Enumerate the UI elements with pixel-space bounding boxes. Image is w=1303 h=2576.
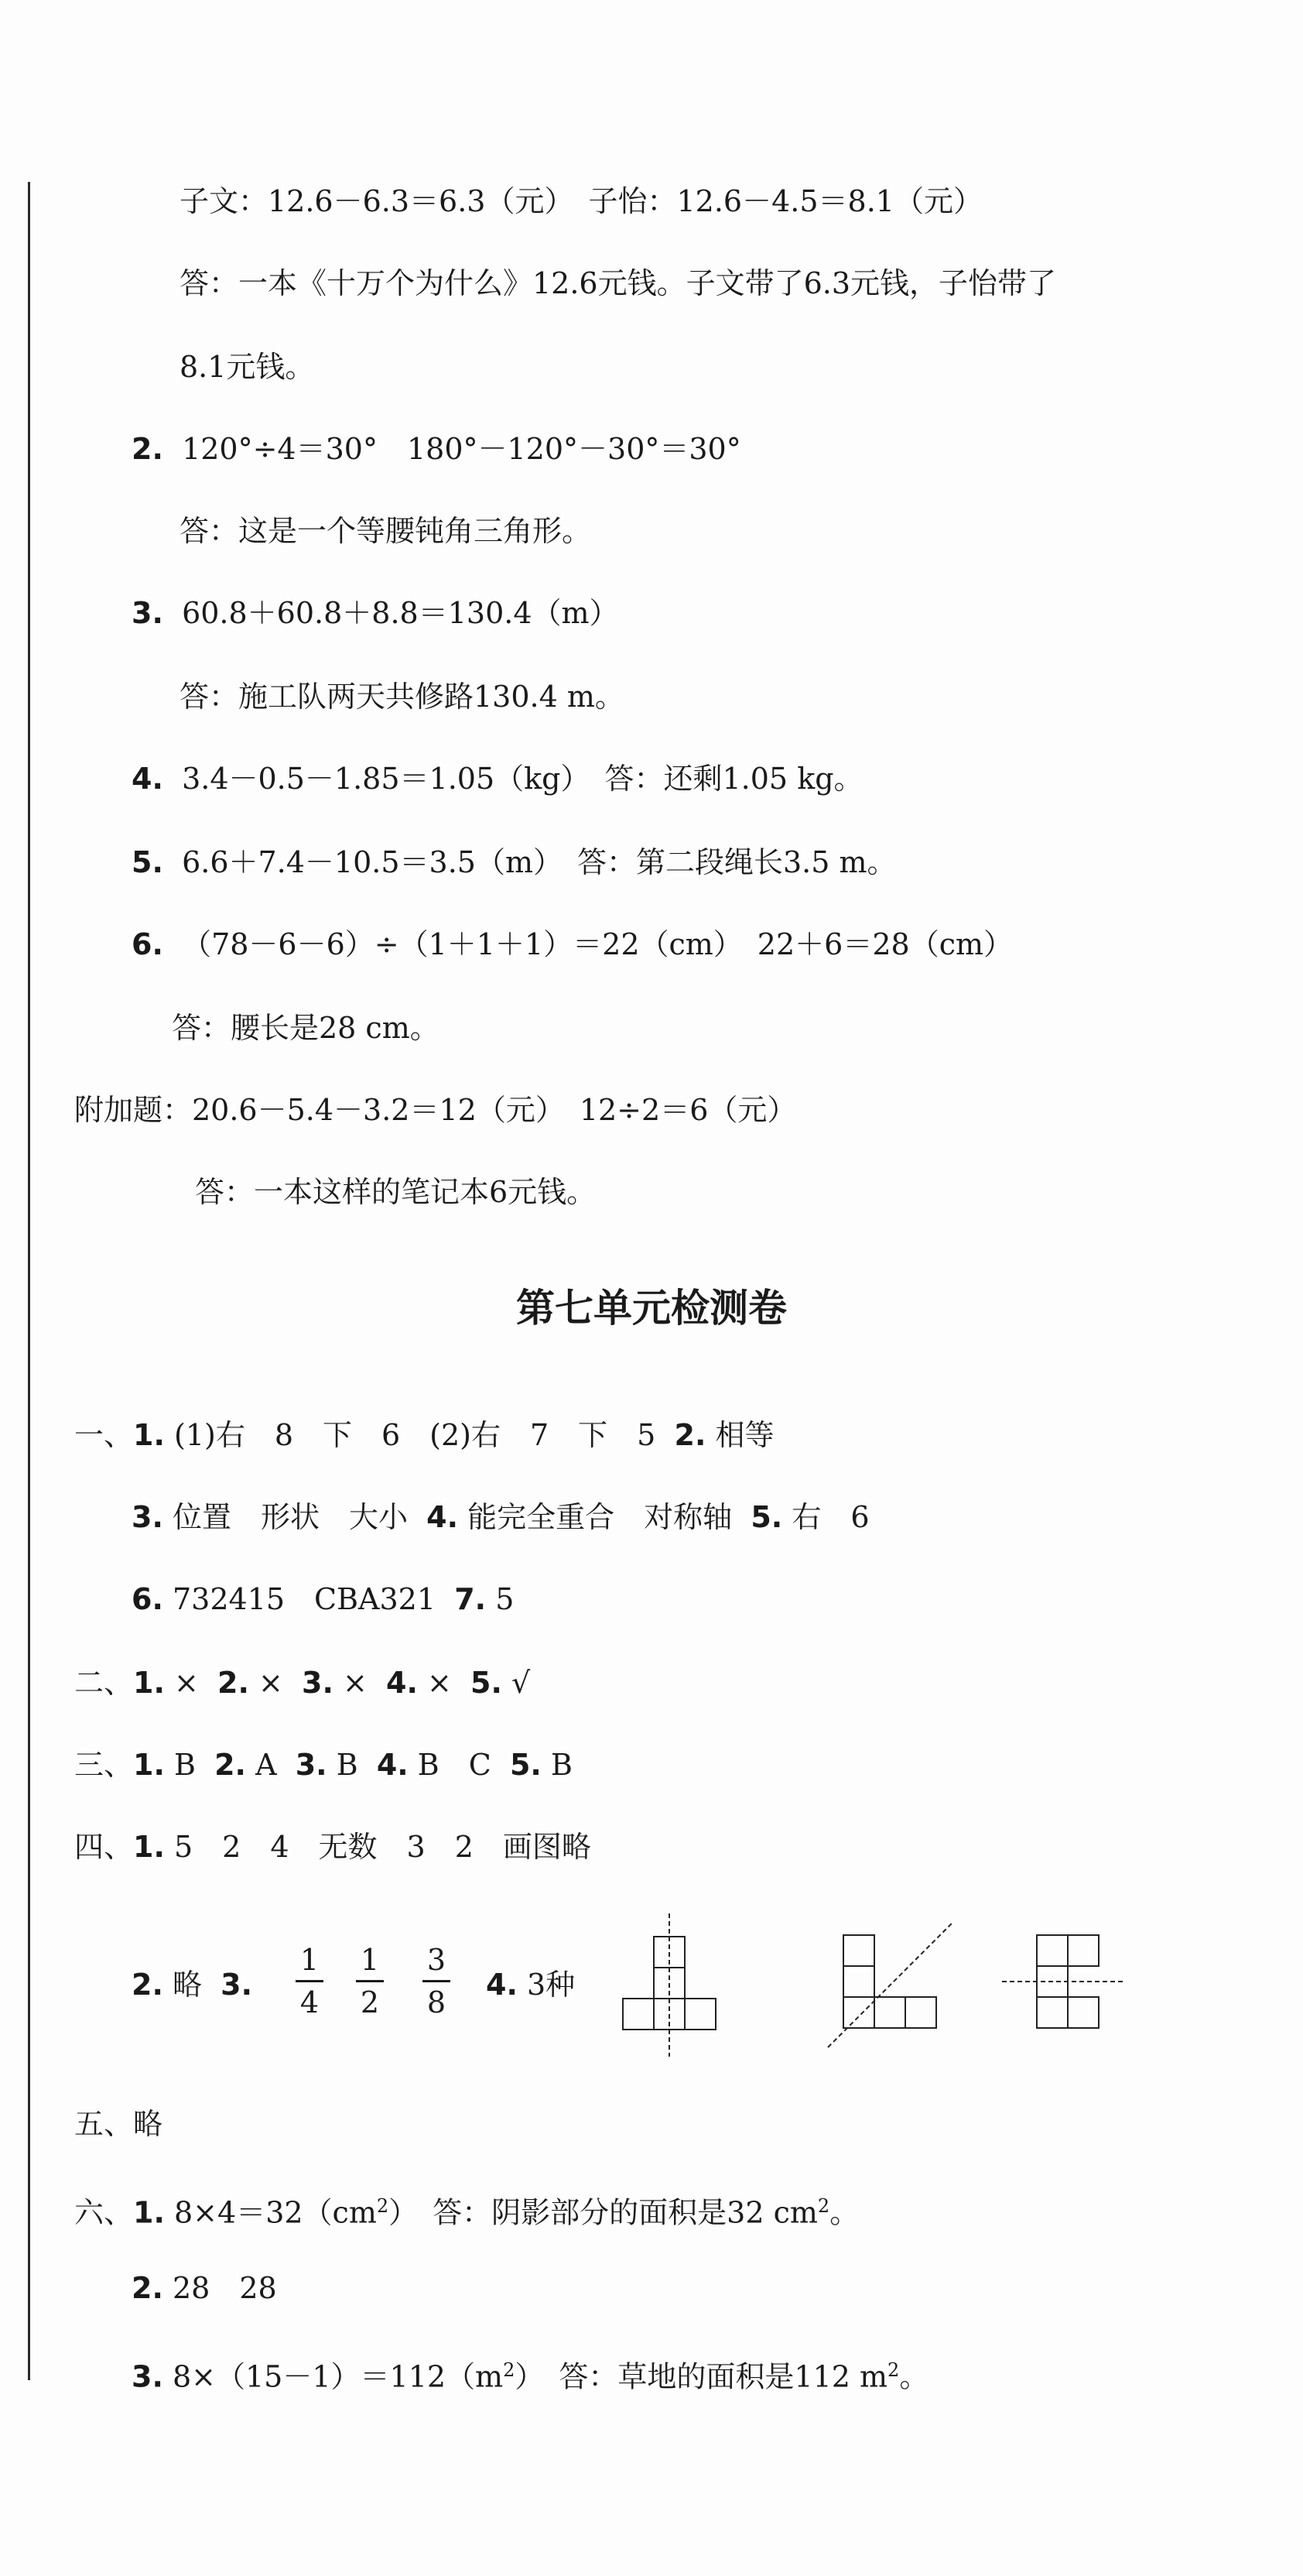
item-number: 2. (217, 1666, 249, 1700)
section-4-item-4 (486, 1966, 575, 2003)
section-6-line-2 (132, 2269, 277, 2307)
question-number: 4. (132, 762, 163, 796)
item-number: 4. (386, 1666, 418, 1700)
fraction-denominator: 4 (299, 1985, 320, 2019)
item-answer: B (336, 1748, 358, 1782)
answer-line-2: 答：一本《十万个为什么》12.6元钱。子文带了6.3元钱，子怡带了 (180, 266, 1057, 300)
answer-line-3: 8.1元钱。 (180, 350, 315, 384)
section-5: 五、略 (74, 2107, 163, 2141)
question-4 (132, 760, 864, 797)
fraction-bar (356, 1980, 384, 1982)
question-text: 6.6＋7.4－10.5＝3.5（m） 答：第二段绳长3.5 m。 (182, 845, 897, 879)
superscript: 2 (887, 2359, 900, 2381)
section-6-line-3 (132, 2352, 929, 2396)
answer-text: 答：施工队两天共修路130.4 m。 (180, 680, 624, 714)
fraction-denominator: 2 (360, 1985, 380, 2019)
item-number: 7. (454, 1582, 487, 1616)
fraction-bar (422, 1980, 450, 1982)
item-number: 3. (132, 1500, 163, 1534)
question-number: 3. (132, 596, 163, 630)
section-4-line-1 (74, 1828, 591, 1865)
item-answer: 5 (495, 1582, 515, 1616)
item-answer: × (258, 1666, 283, 1700)
section-prefix: 一、 (74, 1418, 134, 1452)
item-answer: 28 28 (172, 2271, 277, 2305)
item-number: 4. (486, 1968, 518, 2002)
item-answer: 略 (172, 1968, 202, 2002)
item-answer: 相等 (715, 1418, 775, 1452)
fraction-denominator: 8 (426, 1985, 446, 2019)
section-prefix: 三、 (74, 1748, 134, 1782)
fraction-numerator: 1 (299, 1943, 320, 1977)
item-answer: 位置 形状 大小 (172, 1500, 408, 1534)
item-answer: 3种 (526, 1968, 576, 2002)
answer-text: 答：这是一个等腰钝角三角形。 (180, 514, 592, 548)
item-number: 1. (133, 1418, 165, 1452)
superscript: 2 (503, 2359, 515, 2381)
item-number: 5. (470, 1666, 502, 1700)
fraction-1 (296, 1943, 323, 2019)
item-number: 6. (132, 1582, 163, 1616)
item-number: 1. (133, 1830, 165, 1864)
question-text: 3.4－0.5－1.85＝1.05（kg） 答：还剩1.05 kg。 (182, 762, 864, 796)
section-prefix: 二、 (74, 1666, 134, 1700)
section-prefix: 六、 (74, 2195, 134, 2230)
item-answer: 。 (899, 2359, 929, 2394)
symmetry-figure-2 (820, 1912, 959, 2051)
fraction-2 (356, 1943, 384, 2019)
superscript: 2 (376, 2195, 389, 2217)
question-3 (132, 594, 619, 632)
section-6-line-1 (74, 2187, 859, 2232)
item-answer: ） 答：草地的面积是112 m (515, 2359, 888, 2394)
item-number: 1. (133, 1748, 165, 1782)
fraction-bar (296, 1980, 323, 1982)
item-answer: √ (511, 1666, 531, 1700)
item-answer: 8×（15－1）＝112（m (172, 2359, 504, 2394)
question-number: 5. (132, 845, 163, 879)
section-1-line-1 (74, 1416, 775, 1454)
question-text: 60.8＋60.8＋8.8＝130.4（m） (182, 596, 619, 630)
section-1-line-2 (132, 1499, 870, 1536)
item-answer: × (343, 1666, 368, 1700)
binding-margin-line (28, 182, 30, 2380)
item-number: 1. (133, 1666, 165, 1700)
question-2 (132, 430, 741, 468)
item-number: 1. (133, 2195, 165, 2230)
section-1-line-3 (132, 1581, 514, 1618)
symmetry-figure-1 (619, 1906, 727, 2060)
section-2 (74, 1664, 530, 1701)
item-number: 4. (376, 1748, 409, 1782)
item-number: 4. (426, 1500, 459, 1534)
item-number: 5. (509, 1748, 542, 1782)
question-number: 2. (132, 432, 163, 466)
question-text: 120°÷4＝30° 180°－120°－30°＝30° (182, 432, 741, 466)
item-answer: 能完全重合 对称轴 (467, 1500, 733, 1534)
item-answer: × (174, 1666, 199, 1700)
answer-text: 答：腰长是28 cm。 (172, 1011, 439, 1045)
item-answer: 732415 CBA321 (172, 1582, 436, 1616)
item-answer: 。 (829, 2195, 860, 2230)
item-number: 3. (302, 1666, 333, 1700)
item-answer: A (255, 1748, 277, 1782)
item-number: 2. (132, 1968, 163, 2002)
fraction-3 (422, 1943, 450, 2019)
item-number: 3. (221, 1968, 253, 2002)
item-answer: B C (417, 1748, 491, 1782)
item-number: 5. (751, 1500, 783, 1534)
item-number: 3. (132, 2359, 163, 2394)
item-answer: × (427, 1666, 452, 1700)
item-number: 2. (674, 1418, 706, 1452)
item-answer: 5 2 4 无数 3 2 画图略 (174, 1830, 591, 1864)
section-prefix: 四、 (74, 1830, 134, 1864)
item-number: 3. (295, 1748, 327, 1782)
superscript: 2 (817, 2195, 830, 2217)
section-4-line-2 (132, 1966, 252, 2003)
symmetry-figure-3 (998, 1920, 1130, 2043)
item-answer: B (174, 1748, 196, 1782)
item-answer: 8×4＝32（cm (174, 2195, 377, 2230)
fraction-numerator: 3 (426, 1943, 446, 1977)
bonus-question: 附加题：20.6－5.4－3.2＝12（元） 12÷2＝6（元） (74, 1093, 797, 1127)
item-number: 2. (214, 1748, 246, 1782)
item-answer: 右 6 (792, 1500, 870, 1534)
item-answer: B (550, 1748, 573, 1782)
section-3 (74, 1746, 573, 1783)
item-answer: ） 答：阴影部分的面积是32 cm (388, 2195, 818, 2230)
question-text: （78－6－6）÷（1＋1＋1）＝22（cm） 22＋6＝28（cm） (182, 927, 1014, 961)
fraction-numerator: 1 (360, 1943, 380, 1977)
question-6 (132, 926, 1013, 963)
question-number: 6. (132, 927, 163, 961)
question-5 (132, 844, 897, 881)
item-number: 2. (132, 2271, 163, 2305)
unit-7-title: 第七单元检测卷 (516, 1286, 787, 1331)
item-answer: (1)右 8 下 6 (2)右 7 下 5 (174, 1418, 656, 1452)
bonus-answer: 答：一本这样的笔记本6元钱。 (195, 1175, 597, 1209)
answer-line-1: 子文：12.6－6.3＝6.3（元） 子怡：12.6－4.5＝8.1（元） (180, 184, 983, 218)
